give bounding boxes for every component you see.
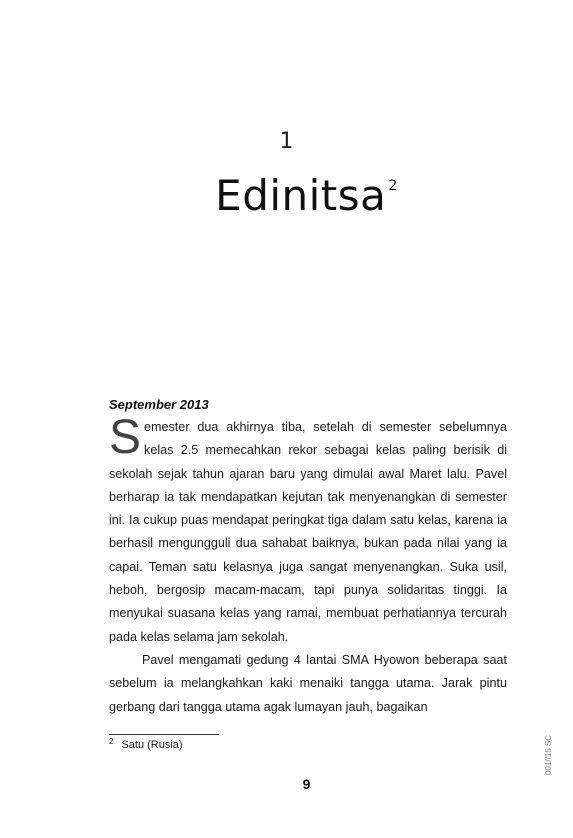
paragraph-2: Pavel mengamati gedung 4 lantai SMA Hyowon beberapa saat sebelum ia melangkahkan kaki menaiki tangga utama. Jarak pintu gerbang dari tangga utama agak lumayan jauh, bagaikan [109, 652, 507, 714]
footnote-text: Satu (Rusia) [121, 739, 183, 751]
footnote [109, 738, 183, 753]
chapter-title-footnote-mark: 2 [388, 178, 398, 194]
section-date: September 2013 [109, 397, 209, 412]
chapter-title-text: Edinitsa [215, 171, 387, 220]
chapter-title [0, 168, 573, 234]
chapter-number: 1 [279, 129, 294, 154]
footnote-divider [109, 734, 219, 735]
footnote-mark: 2 [109, 737, 114, 746]
paragraph-1-text: emester dua akhirnya tiba, setelah di semester sebelumnya kelas 2.5 memecahkan rekor sebagai kelas paling berisik di sekolah sejak tahun ajaran baru yang dimulai awal Maret lalu. Pavel berharap ia tak mendapatkan kejutan tak menyenangkan di semester ini. Ia cukup puas mendapat peringkat tiga dalam satu kelas, karena ia berhasil mengungguli dua sahabat baiknya, bukan pada nilai yang ia capai. Teman satu kelasnya juga sangat menyenangkan. Suka usil, heboh, bergosip macam-macam, tapi punya solidaritas tinggi. Ia menyukai suasana kelas yang ramai, membuat perhatiannya tercurah pada kelas selama jam sekolah. [109, 420, 507, 644]
page-number: 9 [302, 776, 311, 792]
drop-cap: S [109, 411, 142, 464]
body-text [109, 411, 507, 719]
paragraph-1 [109, 411, 507, 649]
side-code: 001//15 SC [544, 734, 553, 775]
